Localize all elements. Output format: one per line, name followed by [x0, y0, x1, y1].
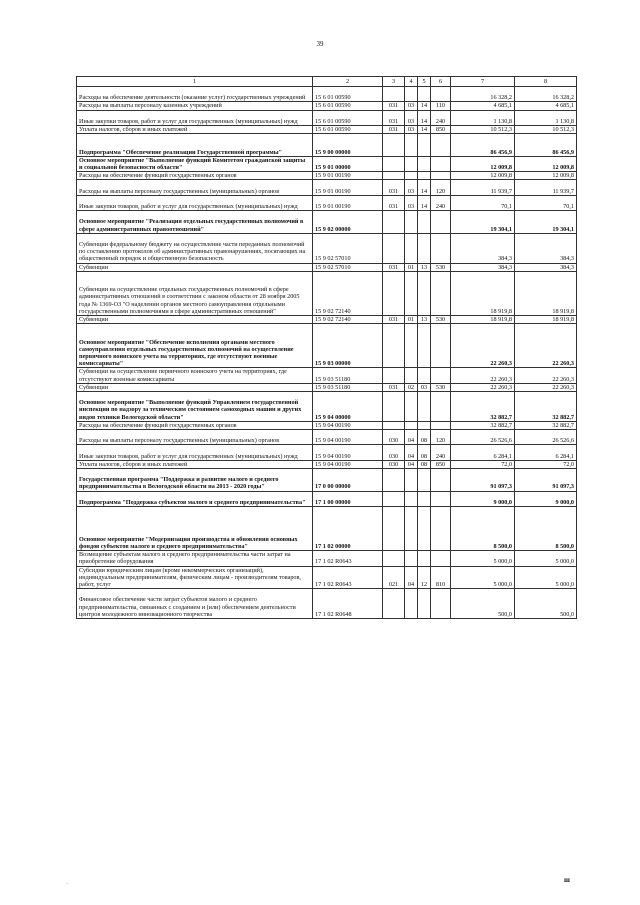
- header-cell: 7: [451, 77, 515, 87]
- row-col3-cell: [383, 156, 405, 171]
- row-name-cell: Государственная программа "Поддержка и развитие малого и среднего предпринимательства в Вологодской области на 2013 - 2020 годы": [77, 468, 313, 491]
- row-col6-cell: 240: [431, 110, 451, 125]
- row-col3-cell: [383, 324, 405, 368]
- row-code-cell: 15 9 04 00190: [313, 460, 383, 468]
- row-col5-cell: [418, 324, 431, 368]
- budget-table: [76, 76, 577, 619]
- row-col4-cell: [405, 87, 418, 102]
- row-col6-cell: 240: [431, 445, 451, 460]
- row-col3-cell: [383, 468, 405, 491]
- row-col7-value: 86 456,9: [451, 134, 515, 157]
- row-col8-value: 384,3: [515, 233, 577, 263]
- page-number: 39: [316, 40, 324, 48]
- row-code-cell: 17 1 02 R0643: [313, 551, 383, 566]
- row-code-cell: 15 9 01 00190: [313, 195, 383, 210]
- row-col7-value: 5 000,0: [451, 566, 515, 589]
- row-code-cell: 15 9 01 00190: [313, 172, 383, 180]
- row-col3-cell: 030: [383, 429, 405, 444]
- row-col3-cell: [383, 551, 405, 566]
- table-row: [77, 506, 577, 550]
- footer-dot: ·: [66, 880, 69, 888]
- row-col3-cell: 031: [383, 263, 405, 271]
- row-name-cell: Основное мероприятие "Обеспечение исполнения органами местного самоуправления отдельных государственных полномочий на осуществление первичного воинского учета на территориях, где отсутствуют военные комиссариаты": [77, 324, 313, 368]
- row-code-cell: 15 9 03 51180: [313, 383, 383, 391]
- row-col7-value: 32 882,7: [451, 421, 515, 429]
- row-col7-value: 11 939,7: [451, 180, 515, 195]
- row-col3-cell: 031: [383, 195, 405, 210]
- row-col6-cell: [431, 491, 451, 506]
- row-col4-cell: 03: [405, 110, 418, 125]
- table-row: [77, 445, 577, 460]
- table-row: [77, 460, 577, 468]
- row-col6-cell: 110: [431, 102, 451, 110]
- row-col5-cell: [418, 491, 431, 506]
- table-row: [77, 102, 577, 110]
- row-col8-value: 4 685,1: [515, 102, 577, 110]
- row-code-cell: 15 9 04 00190: [313, 421, 383, 429]
- row-col5-cell: 14: [418, 110, 431, 125]
- footer-mark: ш: [564, 876, 570, 884]
- row-name-cell: Расходы на обеспечение функций государственных органов: [77, 172, 313, 180]
- row-col6-cell: 850: [431, 460, 451, 468]
- row-col4-cell: [405, 172, 418, 180]
- row-col5-cell: [418, 172, 431, 180]
- row-col6-cell: [431, 468, 451, 491]
- row-col6-cell: 850: [431, 125, 451, 133]
- header-cell: 3: [383, 77, 405, 87]
- row-col3-cell: [383, 172, 405, 180]
- table-header-row: [77, 77, 577, 87]
- row-code-cell: 15 9 01 00190: [313, 180, 383, 195]
- row-col8-value: 5 000,0: [515, 566, 577, 589]
- row-col6-cell: [431, 324, 451, 368]
- row-col6-cell: 530: [431, 315, 451, 323]
- table-row: [77, 180, 577, 195]
- table-row: [77, 383, 577, 391]
- table-row: [77, 491, 577, 506]
- row-col8-value: 11 939,7: [515, 180, 577, 195]
- row-col4-cell: [405, 491, 418, 506]
- row-col6-cell: [431, 271, 451, 315]
- row-code-cell: 15 9 02 72140: [313, 315, 383, 323]
- row-col3-cell: 031: [383, 315, 405, 323]
- row-col8-value: 9 000,0: [515, 491, 577, 506]
- row-col7-value: 5 000,0: [451, 551, 515, 566]
- row-col5-cell: 08: [418, 429, 431, 444]
- row-col5-cell: 12: [418, 566, 431, 589]
- row-col7-value: 10 512,3: [451, 125, 515, 133]
- row-name-cell: Расходы на выплаты персоналу государственных (муниципальных) органов: [77, 180, 313, 195]
- row-code-cell: 15 6 01 00590: [313, 125, 383, 133]
- row-col6-cell: [431, 134, 451, 157]
- row-col4-cell: [405, 156, 418, 171]
- row-col8-value: 12 009,8: [515, 172, 577, 180]
- row-col6-cell: 810: [431, 566, 451, 589]
- row-col3-cell: [383, 134, 405, 157]
- row-col8-value: 22 260,3: [515, 324, 577, 368]
- row-col7-value: 22 260,3: [451, 324, 515, 368]
- row-col4-cell: 04: [405, 460, 418, 468]
- row-name-cell: Субвенции федеральному бюджету на осуществление части переданных полномочий по составлению протоколов об административных правонарушениях, посягающих на общественный порядок и общественную безопасность: [77, 233, 313, 263]
- row-col8-value: 5 000,0: [515, 551, 577, 566]
- row-col8-value: 384,3: [515, 263, 577, 271]
- row-col6-cell: 240: [431, 195, 451, 210]
- row-col3-cell: [383, 421, 405, 429]
- row-col6-cell: [431, 233, 451, 263]
- row-col6-cell: 120: [431, 180, 451, 195]
- row-col4-cell: [405, 506, 418, 550]
- row-col3-cell: [383, 491, 405, 506]
- row-col5-cell: 13: [418, 263, 431, 271]
- row-col3-cell: [383, 233, 405, 263]
- row-col3-cell: 031: [383, 110, 405, 125]
- row-col6-cell: [431, 391, 451, 421]
- row-col6-cell: [431, 172, 451, 180]
- row-code-cell: 15 9 04 00190: [313, 445, 383, 460]
- row-name-cell: Основное мероприятие "Выполнение функций Комитетом гражданской защиты и социальной безопасности области": [77, 156, 313, 171]
- table-row: [77, 263, 577, 271]
- table-row: [77, 172, 577, 180]
- row-name-cell: Уплата налогов, сборов и иных платежей: [77, 125, 313, 133]
- row-name-cell: Основное мероприятие "Модернизация производства и обновления основных фондов субъектов малого и среднего предпринимательства": [77, 506, 313, 550]
- row-col4-cell: 04: [405, 429, 418, 444]
- row-name-cell: Подпрограмма "Обеспечение реализации Государственной программы": [77, 134, 313, 157]
- header-cell: 1: [77, 77, 313, 87]
- row-col5-cell: 14: [418, 180, 431, 195]
- row-name-cell: Основное мероприятие "Реализация отдельных государственных полномочий в сфере административных правоотношений": [77, 211, 313, 234]
- row-col3-cell: [383, 368, 405, 383]
- row-name-cell: Возмещение субъектам малого и среднего предпринимательства части затрат на приобретение оборудования: [77, 551, 313, 566]
- row-col7-value: 384,3: [451, 263, 515, 271]
- row-col8-value: 8 500,0: [515, 506, 577, 550]
- table-row: [77, 551, 577, 566]
- row-col7-value: 12 009,8: [451, 172, 515, 180]
- row-col8-value: 1 130,8: [515, 110, 577, 125]
- row-col6-cell: [431, 421, 451, 429]
- table-row: [77, 566, 577, 589]
- row-col7-value: 12 009,8: [451, 156, 515, 171]
- row-col6-cell: [431, 589, 451, 619]
- row-col4-cell: 02: [405, 383, 418, 391]
- table-row: [77, 211, 577, 234]
- row-name-cell: Финансовое обеспечение части затрат субъектов малого и среднего предпринимательства, связанных с созданием и (или) обеспечением деятельности центров молодежного инновационного творчества: [77, 589, 313, 619]
- row-code-cell: 15 9 04 00000: [313, 391, 383, 421]
- row-col4-cell: [405, 551, 418, 566]
- table-row: [77, 324, 577, 368]
- row-code-cell: 15 9 02 57010: [313, 233, 383, 263]
- row-col3-cell: 030: [383, 445, 405, 460]
- row-name-cell: Иные закупки товаров, работ и услуг для государственных (муниципальных) нужд: [77, 445, 313, 460]
- row-col5-cell: [418, 421, 431, 429]
- row-col5-cell: 03: [418, 383, 431, 391]
- table-row: [77, 271, 577, 315]
- row-col7-value: 18 919,8: [451, 315, 515, 323]
- row-col7-value: 16 328,2: [451, 87, 515, 102]
- row-col3-cell: 031: [383, 125, 405, 133]
- row-col5-cell: [418, 87, 431, 102]
- row-name-cell: Основное мероприятие "Выполнение функций Управлением государственной инспекции по надзору за техническим состоянием самоходных машин и других видов техники Вологодской области": [77, 391, 313, 421]
- row-col3-cell: [383, 271, 405, 315]
- row-col8-value: 86 456,9: [515, 134, 577, 157]
- row-col3-cell: [383, 87, 405, 102]
- row-col6-cell: [431, 87, 451, 102]
- table-row: [77, 195, 577, 210]
- row-col7-value: 18 919,8: [451, 271, 515, 315]
- row-code-cell: 15 9 04 00190: [313, 429, 383, 444]
- header-cell: 8: [515, 77, 577, 87]
- row-code-cell: 15 9 02 72140: [313, 271, 383, 315]
- row-col3-cell: 030: [383, 460, 405, 468]
- row-col7-value: 4 685,1: [451, 102, 515, 110]
- row-col4-cell: [405, 391, 418, 421]
- row-code-cell: 15 9 00 00000: [313, 134, 383, 157]
- row-col5-cell: 14: [418, 102, 431, 110]
- table-row: [77, 134, 577, 157]
- row-code-cell: 15 6 01 00590: [313, 87, 383, 102]
- row-col4-cell: [405, 468, 418, 491]
- row-col5-cell: [418, 506, 431, 550]
- row-col5-cell: 08: [418, 445, 431, 460]
- row-col8-value: 22 260,3: [515, 383, 577, 391]
- row-col7-value: 384,3: [451, 233, 515, 263]
- row-col8-value: 10 512,3: [515, 125, 577, 133]
- row-col5-cell: [418, 271, 431, 315]
- row-col8-value: 26 526,6: [515, 429, 577, 444]
- row-code-cell: 17 1 02 R0648: [313, 589, 383, 619]
- row-col7-value: 22 260,3: [451, 368, 515, 383]
- row-col8-value: 91 097,3: [515, 468, 577, 491]
- row-col3-cell: 021: [383, 566, 405, 589]
- row-col4-cell: [405, 589, 418, 619]
- row-code-cell: 15 9 03 00000: [313, 324, 383, 368]
- row-col5-cell: 14: [418, 125, 431, 133]
- table-row: [77, 315, 577, 323]
- row-col8-value: 12 009,8: [515, 156, 577, 171]
- row-col4-cell: 01: [405, 315, 418, 323]
- row-name-cell: Иные закупки товаров, работ и услуг для государственных (муниципальных) нужд: [77, 195, 313, 210]
- row-col7-value: 70,1: [451, 195, 515, 210]
- row-code-cell: 15 6 01 00590: [313, 110, 383, 125]
- row-code-cell: 15 9 02 00000: [313, 211, 383, 234]
- row-col7-value: 1 130,8: [451, 110, 515, 125]
- row-col6-cell: [431, 368, 451, 383]
- row-col8-value: 22 260,3: [515, 368, 577, 383]
- row-col4-cell: 01: [405, 263, 418, 271]
- row-col7-value: 22 260,3: [451, 383, 515, 391]
- row-name-cell: Расходы на выплаты персоналу государственных (муниципальных) органов: [77, 429, 313, 444]
- header-cell: 5: [418, 77, 431, 87]
- row-col7-value: 19 304,1: [451, 211, 515, 234]
- row-code-cell: 15 9 01 00000: [313, 156, 383, 171]
- row-col8-value: 32 882,7: [515, 421, 577, 429]
- row-col8-value: 32 882,7: [515, 391, 577, 421]
- row-col5-cell: 08: [418, 460, 431, 468]
- row-name-cell: Расходы на выплаты персоналу казенных учреждений: [77, 102, 313, 110]
- row-name-cell: Подпрограмма "Поддержка субъектов малого и среднего предпринимательства": [77, 491, 313, 506]
- table-row: [77, 125, 577, 133]
- row-col4-cell: 03: [405, 180, 418, 195]
- row-col4-cell: [405, 271, 418, 315]
- row-col5-cell: 14: [418, 195, 431, 210]
- row-col5-cell: [418, 134, 431, 157]
- row-col4-cell: [405, 211, 418, 234]
- row-code-cell: 17 1 00 00000: [313, 491, 383, 506]
- row-col5-cell: [418, 589, 431, 619]
- row-col7-value: 6 284,1: [451, 445, 515, 460]
- row-name-cell: Субсидии юридическим лицам (кроме некоммерческих организаций), индивидуальным предпринимателям, физическим лицам - производителям товаров, работ, услуг: [77, 566, 313, 589]
- row-name-cell: Субвенции на осуществление отдельных государственных полномочий в сфере административных отношений в соответствии с законом области от 28 ноября 2005 года № 1369-ОЗ "О наделении органов местного самоуправления отдельными государственными полномочиями в сфере административных отношений": [77, 271, 313, 315]
- row-col4-cell: 04: [405, 566, 418, 589]
- row-col8-value: 500,0: [515, 589, 577, 619]
- row-col4-cell: [405, 421, 418, 429]
- row-code-cell: 15 9 02 57010: [313, 263, 383, 271]
- row-name-cell: Иные закупки товаров, работ и услуг для государственных (муниципальных) нужд: [77, 110, 313, 125]
- row-col4-cell: [405, 368, 418, 383]
- table-row: [77, 156, 577, 171]
- row-col3-cell: [383, 589, 405, 619]
- table-row: [77, 233, 577, 263]
- row-col4-cell: [405, 324, 418, 368]
- row-code-cell: 17 1 02 R0643: [313, 566, 383, 589]
- row-col4-cell: 03: [405, 125, 418, 133]
- table-row: [77, 368, 577, 383]
- row-name-cell: Субвенции: [77, 315, 313, 323]
- row-col6-cell: 530: [431, 263, 451, 271]
- row-col8-value: 18 919,8: [515, 315, 577, 323]
- row-col7-value: 72,0: [451, 460, 515, 468]
- row-col5-cell: [418, 551, 431, 566]
- table-row: [77, 87, 577, 102]
- row-col3-cell: 031: [383, 180, 405, 195]
- row-code-cell: 17 0 00 00000: [313, 468, 383, 491]
- row-col7-value: 8 500,0: [451, 506, 515, 550]
- row-col6-cell: 530: [431, 383, 451, 391]
- row-col5-cell: [418, 156, 431, 171]
- row-col3-cell: [383, 506, 405, 550]
- row-col4-cell: 03: [405, 195, 418, 210]
- row-col7-value: 26 526,6: [451, 429, 515, 444]
- row-col8-value: 18 919,8: [515, 271, 577, 315]
- row-col4-cell: 03: [405, 102, 418, 110]
- row-col5-cell: [418, 233, 431, 263]
- row-col5-cell: [418, 211, 431, 234]
- row-name-cell: Расходы на обеспечение деятельности (оказание услуг) государственных учреждений: [77, 87, 313, 102]
- row-col3-cell: [383, 211, 405, 234]
- row-name-cell: Субвенции на осуществление первичного воинского учета на территориях, где отсутствуют военные комиссариаты: [77, 368, 313, 383]
- row-col5-cell: 13: [418, 315, 431, 323]
- table-row: [77, 110, 577, 125]
- table-row: [77, 468, 577, 491]
- header-cell: 2: [313, 77, 383, 87]
- row-col6-cell: [431, 156, 451, 171]
- row-col7-value: 91 097,3: [451, 468, 515, 491]
- row-col6-cell: [431, 551, 451, 566]
- row-col5-cell: [418, 368, 431, 383]
- table-row: [77, 589, 577, 619]
- row-name-cell: Уплата налогов, сборов и иных платежей: [77, 460, 313, 468]
- row-col4-cell: 04: [405, 445, 418, 460]
- row-col4-cell: [405, 134, 418, 157]
- row-name-cell: Субвенции: [77, 263, 313, 271]
- row-code-cell: 15 6 01 00590: [313, 102, 383, 110]
- row-col3-cell: 031: [383, 383, 405, 391]
- row-col8-value: 70,1: [515, 195, 577, 210]
- row-col7-value: 9 000,0: [451, 491, 515, 506]
- row-col3-cell: [383, 391, 405, 421]
- header-cell: 4: [405, 77, 418, 87]
- header-cell: 6: [431, 77, 451, 87]
- row-col8-value: 72,0: [515, 460, 577, 468]
- row-name-cell: Расходы на обеспечение функций государственных органов: [77, 421, 313, 429]
- row-col3-cell: 031: [383, 102, 405, 110]
- row-col5-cell: [418, 391, 431, 421]
- row-name-cell: Субвенции: [77, 383, 313, 391]
- row-code-cell: 15 9 03 51180: [313, 368, 383, 383]
- table-body: [77, 87, 577, 619]
- row-col4-cell: [405, 233, 418, 263]
- row-col5-cell: [418, 468, 431, 491]
- row-col8-value: 16 328,2: [515, 87, 577, 102]
- row-col7-value: 32 882,7: [451, 391, 515, 421]
- row-col6-cell: [431, 506, 451, 550]
- table-row: [77, 391, 577, 421]
- row-col6-cell: [431, 211, 451, 234]
- row-code-cell: 17 1 02 00000: [313, 506, 383, 550]
- row-col7-value: 500,0: [451, 589, 515, 619]
- table-row: [77, 421, 577, 429]
- table-row: [77, 429, 577, 444]
- row-col6-cell: 120: [431, 429, 451, 444]
- row-col8-value: 19 304,1: [515, 211, 577, 234]
- row-col8-value: 6 284,1: [515, 445, 577, 460]
